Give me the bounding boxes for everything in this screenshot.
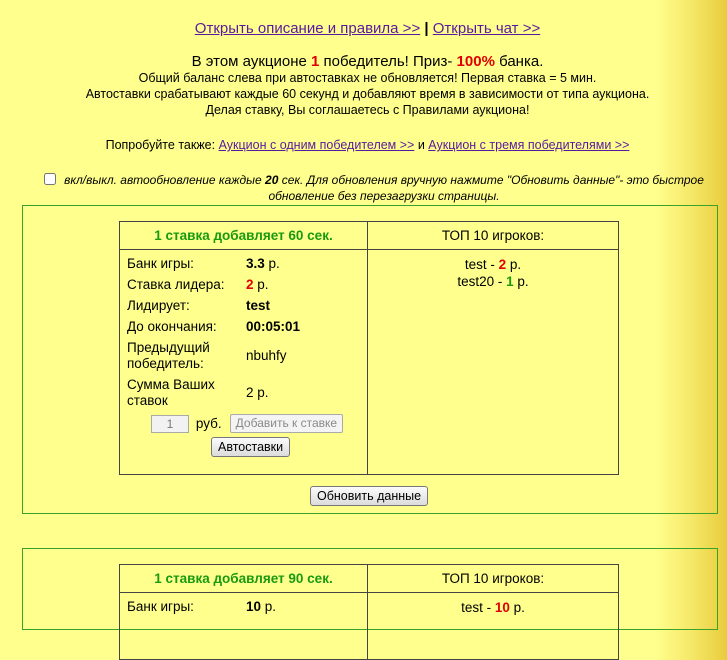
top-separator: - xyxy=(482,600,495,615)
winners-mid: победитель! Приз- xyxy=(319,53,457,70)
leader-bid-row xyxy=(127,277,367,293)
autorefresh-checkbox[interactable] xyxy=(44,173,56,185)
links-separator: | xyxy=(424,20,429,37)
leader-bid-label: Ставка лидера: xyxy=(127,277,225,292)
top-entry xyxy=(369,256,617,273)
auction-2-top-header: ТОП 10 игроков: xyxy=(368,565,619,593)
top-separator: - xyxy=(486,257,499,272)
auction-2-stats xyxy=(120,593,368,660)
auction-1-stats xyxy=(120,250,368,475)
auction-1-header: 1 ставка добавляет 60 сек. xyxy=(120,222,368,250)
leader-value: test xyxy=(246,298,271,313)
info-line-3: Автоставки срабатывают каждые 60 секунд и добавляют время в зависимости от типа аукциона. xyxy=(85,87,650,101)
try-also xyxy=(0,138,727,152)
leader-bid-amount: 2 xyxy=(246,277,254,292)
three-winners-auction-link[interactable]: Аукцион с тремя победителями >> xyxy=(428,138,630,152)
your-bids-label: Сумма Ваших ставок xyxy=(127,377,215,408)
auction-info xyxy=(0,54,727,118)
top-player-name: test xyxy=(464,257,487,272)
bank-value xyxy=(246,599,276,615)
top-player-unit: р. xyxy=(509,600,525,615)
autorefresh-block xyxy=(44,172,704,204)
bid-controls xyxy=(127,414,367,433)
info-line-4: Делая ставку, Вы соглашаетесь с Правилами аукциона! xyxy=(205,103,530,117)
prev-winner-value: nbuhfy xyxy=(246,348,287,363)
autorefresh-post: сек. Для обновления вручную нажмите "Обновить данные"- это быстрое обновление без перезагрузки страницы. xyxy=(268,173,704,203)
top-player-amount: 2 xyxy=(498,257,507,272)
add-to-bid-button[interactable]: Добавить к ставке xyxy=(230,414,343,433)
autobids-button[interactable]: Автоставки xyxy=(211,437,290,457)
winners-line xyxy=(0,54,727,70)
top-links xyxy=(0,20,727,37)
your-bids-row xyxy=(127,377,367,409)
bank-row xyxy=(127,256,367,272)
refresh-data-button[interactable]: Обновить данные xyxy=(310,486,428,506)
bank-row xyxy=(127,599,367,615)
leader-bid-value xyxy=(246,277,269,293)
top-player-name: test xyxy=(461,600,483,615)
bank-unit: р. xyxy=(261,599,277,614)
auction-table-1 xyxy=(119,221,619,475)
rules-link[interactable]: Открыть описание и правила >> xyxy=(194,20,421,37)
top-entry xyxy=(369,273,617,290)
top-player-amount: 1 xyxy=(506,274,514,289)
one-winner-auction-link[interactable]: Аукцион с одним победителем >> xyxy=(218,138,415,152)
chat-link[interactable]: Открыть чат >> xyxy=(432,20,541,37)
your-bids-value: 2 р. xyxy=(246,385,269,400)
top-entry xyxy=(369,599,617,616)
winners-count: 1 xyxy=(311,53,320,70)
top-player-unit: р. xyxy=(506,257,522,272)
auction-table-2 xyxy=(119,564,619,660)
bank-amount: 10 xyxy=(246,599,262,614)
auction-panel-1 xyxy=(22,205,718,514)
top-player-name: test20 xyxy=(457,274,495,289)
top-player-amount: 10 xyxy=(494,600,510,615)
auction-1-top-list xyxy=(368,250,619,475)
bank-amount: 3.3 xyxy=(246,256,265,271)
bank-unit: р. xyxy=(264,256,280,271)
bank-value xyxy=(246,256,280,272)
autorefresh-seconds: 20 xyxy=(265,173,279,187)
info-line-2: Общий баланс слева при автоставках не обновляется! Первая ставка = 5 мин. xyxy=(138,71,597,85)
auction-1-top-header: ТОП 10 игроков: xyxy=(368,222,619,250)
time-row xyxy=(127,319,367,335)
time-label: До окончания: xyxy=(127,319,217,334)
bank-label: Банк игры: xyxy=(127,599,194,614)
time-value: 00:05:01 xyxy=(246,319,301,334)
autorefresh-text xyxy=(44,172,704,204)
try-prefix: Попробуйте также: xyxy=(105,138,219,152)
prev-winner-label: Предыдущий победитель: xyxy=(127,340,210,371)
top-player-unit: р. xyxy=(513,274,529,289)
auction-panel-2 xyxy=(22,548,718,630)
auction-2-top-list xyxy=(368,593,619,660)
leader-label: Лидирует: xyxy=(127,298,190,313)
leader-row xyxy=(127,298,367,314)
prize-post: банка. xyxy=(494,53,544,70)
autorefresh-pre: вкл/выкл. автообновление каждые xyxy=(64,173,266,187)
prev-winner-row xyxy=(127,340,367,372)
top-separator: - xyxy=(494,274,507,289)
try-and: и xyxy=(414,138,429,152)
leader-bid-unit: р. xyxy=(253,277,269,292)
auction-2-header: 1 ставка добавляет 90 сек. xyxy=(120,565,368,593)
bank-label: Банк игры: xyxy=(127,256,194,271)
prize-percent: 100% xyxy=(456,53,495,70)
rub-label: руб. xyxy=(195,416,222,431)
winners-pre: В этом аукционе xyxy=(191,53,311,70)
bid-quantity-input[interactable] xyxy=(151,415,189,433)
